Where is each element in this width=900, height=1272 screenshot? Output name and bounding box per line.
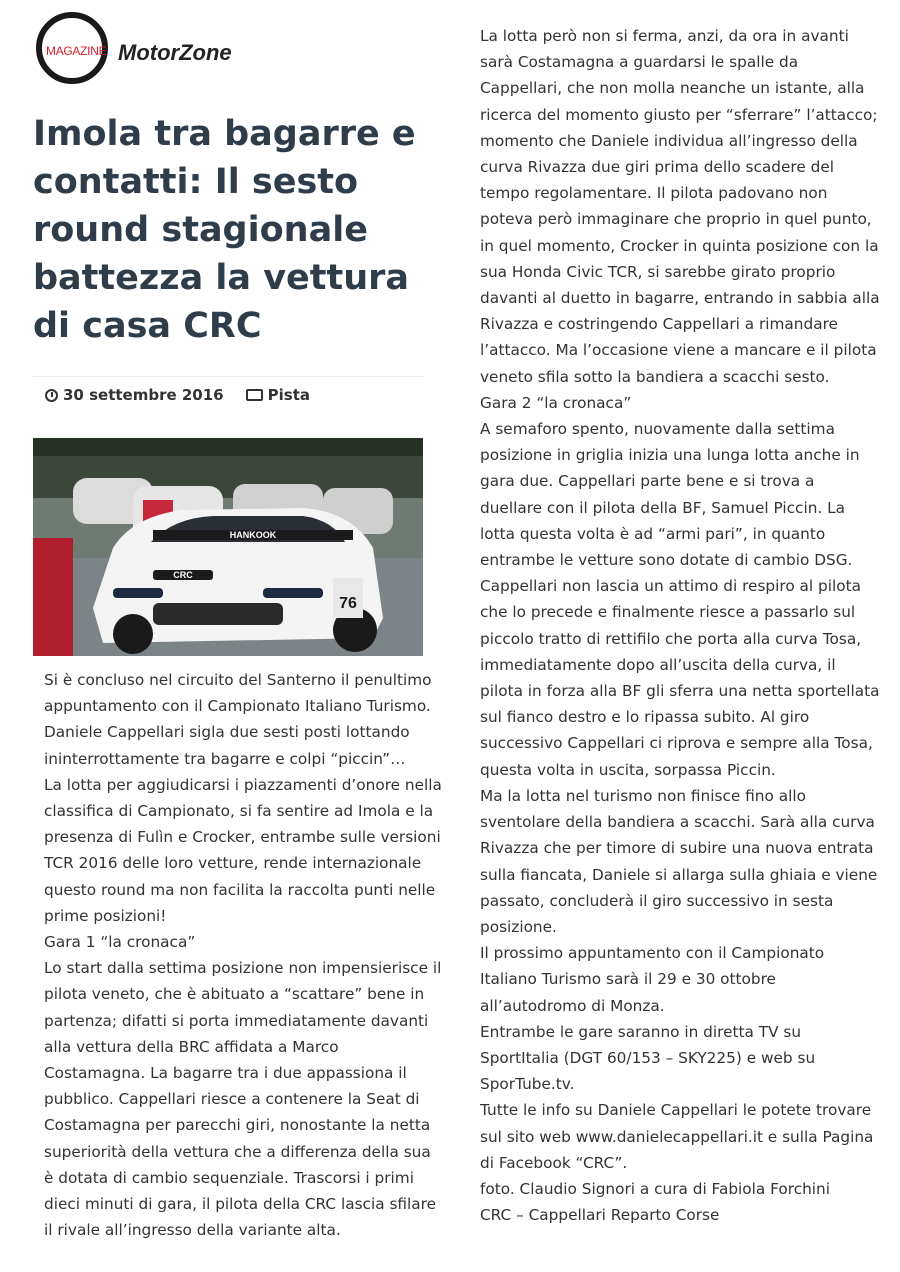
paragraph: A semaforo spento, nuovamente dalla settima posizione in griglia inizia una lunga lotta anche in gara due. Cappellari parte bene e si trova a duellare con il pilota della BF, Samuel Piccin. La lotta questa volta è ad “armi pari”, in quanto entrambe le vetture sono dotate di cambio DSG. Cappellari non lascia un attimo di respiro al pilota che lo precede e finalmente riesce a passarlo sul piccolo tratto di rettifilo che porta alla curva Tosa, immediatamente dopo all’uscita della curva, il pilota in forza alla BF gli sferra una netta sportellata sul fianco destro e lo ripassa subito. Al giro successivo Cappellari ci riprova e sempre alla Tosa, questa volta in uscita, sorpassa Piccin. [480, 420, 880, 779]
article-body-left [44, 667, 444, 1243]
logo-magazine-text: MAGAZINE [46, 44, 107, 58]
article-date[interactable]: 30 settembre 2016 [63, 386, 224, 404]
photo-windshield-text: HANKOOK [229, 530, 277, 540]
article-body-right [480, 23, 880, 1228]
article-photo [33, 438, 423, 656]
photo-credit: foto. Claudio Signori a cura di Fabiola Forchini [480, 1179, 830, 1198]
paragraph: La lotta però non si ferma, anzi, da ora in avanti sarà Costamagna a guardarsi le spalle da Cappellari, che non molla neanche un istante, alla ricerca del momento giusto per “sferrare” l’attacco; momento che Daniele individua all’ingresso della curva Rivazza due giri prima dello scadere del tempo regolamentare. Il pilota padovano non poteva però immaginare che proprio in quel punto, in quel momento, Crocker in quinta posizione con la sua Honda Civic TCR, si sarebbe girato proprio davanti al duetto in bagarre, entrando in sabbia alla Rivazza e costringendo Cappellari a rimandare l’attacco. Ma l’occasione viene a mancare e il pilota veneto sfila sotto la bandiera a scacchi sesto. [480, 27, 880, 386]
clock-icon [45, 389, 58, 402]
paragraph: Ma la lotta nel turismo non finisce fino allo sventolare della bandiera a scacchi. Sarà alla curva Rivazza che per timore di subire una nuova entrata sulla fiancata, Daniele si allarga sulla ghiaia e viene passato, concluderà il giro successivo in sesta posizione. [480, 786, 878, 936]
paragraph: Daniele Cappellari sigla due sesti posti lottando ininterrottamente tra bagarre e colpi “piccin”… [44, 723, 410, 768]
paragraph: Il prossimo appuntamento con il Campionato Italiano Turismo sarà il 29 e 30 ottobre all’autodromo di Monza. [480, 944, 825, 1015]
logo-brand-text: MotorZone [118, 40, 232, 65]
paragraph: La lotta per aggiudicarsi i piazzamenti d’onore nella classifica di Campionato, si fa sentire ad Imola e la presenza di Fulìn e Crocker, entrambe sulle versioni TCR 2016 delle loro vetture, rende internazionale questo round ma non facilita la raccolta punti nelle prime posizioni! [44, 775, 442, 925]
photo-hood-text: CRC [173, 570, 193, 580]
site-logo[interactable] [36, 12, 276, 96]
section-heading-gara-1: Gara 1 “la cronaca” [44, 933, 196, 952]
paragraph: Lo start dalla settima posizione non impensierisce il pilota veneto, che è abituato a “scattare” bene in partenza; difatti si porta immediatamente davanti alla vettura della BRC affidata a Marco Costamagna. La bagarre tra i due appassiona il pubblico. Cappellari riesce a contenere la Seat di Costamagna per parecchi giri, nonostante la netta superiorità della vettura che a differenza della sua è dotata di cambio sequenziale. Trascorsi i primi dieci minuti di gara, il pilota della CRC lascia sfilare il rivale all’ingresso della variante alta. [44, 959, 442, 1240]
article-title: Imola tra bagarre e contatti: Il sesto round stagionale battezza la vettura di casa CRC [33, 114, 416, 346]
photo-car-number: 76 [339, 595, 357, 612]
section-heading-gara-2: Gara 2 “la cronaca” [480, 393, 632, 412]
folder-icon [246, 389, 263, 401]
divider [33, 376, 425, 377]
team-signature: CRC – Cappellari Reparto Corse [480, 1206, 720, 1225]
article-meta [45, 386, 310, 404]
paragraph: Entrambe le gare saranno in diretta TV su SportItalia (DGT 60/153 – SKY225) e web su SporTube.tv. [480, 1022, 816, 1094]
article-category[interactable]: Pista [267, 386, 310, 404]
paragraph: Tutte le info su Daniele Cappellari le potete trovare sul sito web www.danielecappellari.it e sulla Pagina di Facebook “CRC”. [480, 1101, 874, 1172]
paragraph: Si è concluso nel circuito del Santerno il penultimo appuntamento con il Campionato Italiano Turismo. [44, 671, 432, 716]
